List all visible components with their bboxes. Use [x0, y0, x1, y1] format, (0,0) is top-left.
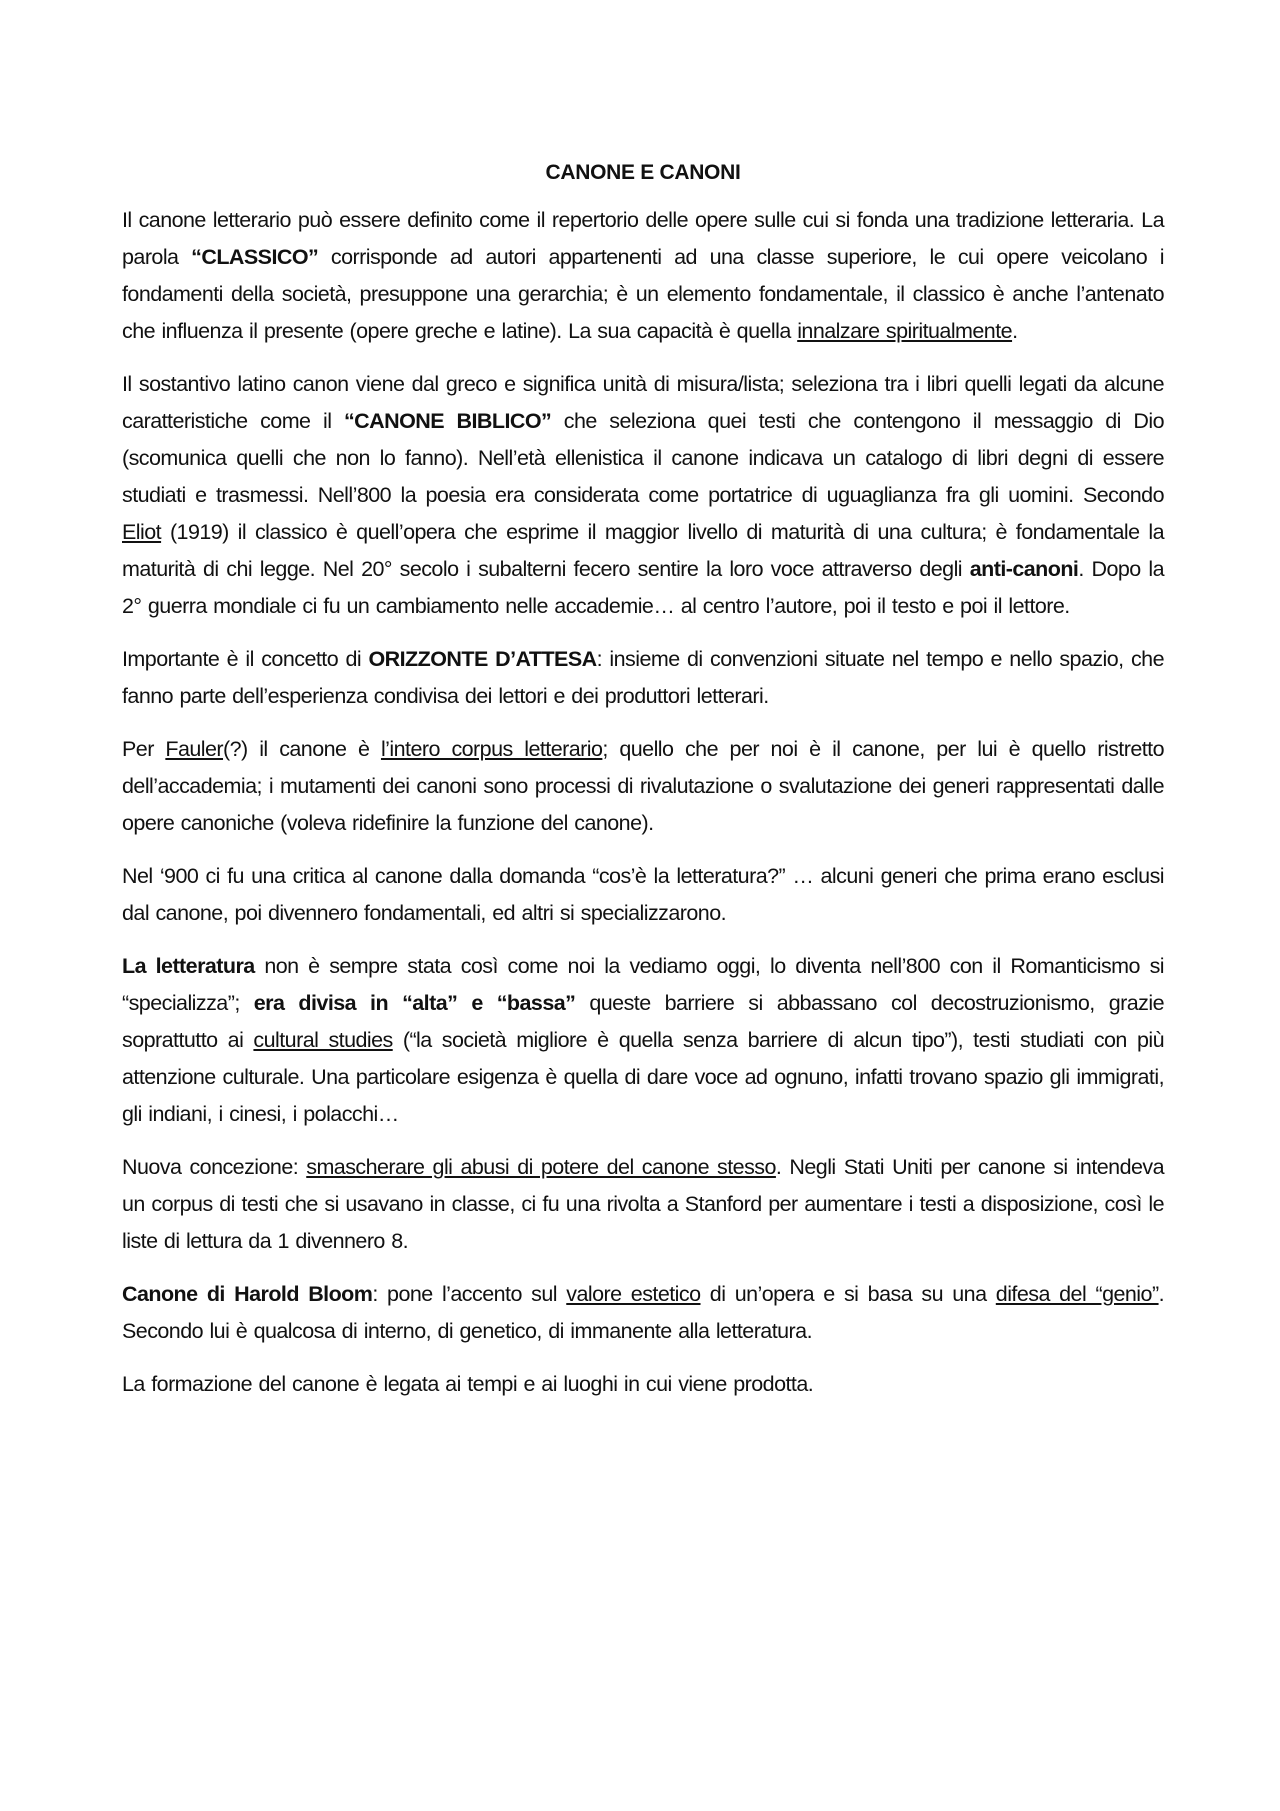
paragraph: [122, 366, 1164, 625]
text-run: corrisponde ad autori appartenenti ad una classe superiore, le cui opere veicolano i fondamenti della società, presuppone una gerarchia; è un elemento fondamentale, il classico è anche l’antenato che influenza il presente (opere greche e latine). La sua capacità è quella: [122, 245, 1165, 343]
paragraph: [122, 948, 1164, 1133]
bold-text: La letteratura: [122, 954, 255, 978]
underlined-text: Eliot: [122, 520, 162, 544]
text-run: Nuova concezione:: [122, 1155, 307, 1179]
paragraph: [122, 641, 1164, 715]
bold-text: “CLASSICO”: [191, 245, 319, 269]
text-run: di un’opera e si basa su una: [700, 1282, 996, 1306]
underlined-text: l’intero corpus letterario: [380, 737, 603, 761]
text-run: : insieme di convenzioni situate nel tempo e nello spazio, che fanno parte dell’esperienza condivisa dei lettori e dei produttori letterari.: [122, 647, 1164, 708]
text-run: (1919) il classico è quell’opera che esprime il maggior livello di maturità di una cultura; è fondamentale la maturità di chi legge. Nel 20° secolo i subalterni fecero sentire la loro voce attraverso degli: [122, 520, 1164, 581]
document-page: [122, 158, 1164, 1419]
paragraph: [122, 858, 1164, 932]
bold-text: “CANONE BIBLICO”: [343, 409, 552, 433]
paragraph: [122, 1276, 1164, 1350]
text-run: Importante è il concetto di: [122, 647, 369, 671]
text-run: Nel ‘900 ci fu una critica al canone dalla domanda “cos’è la letteratura?” … alcuni generi che prima erano esclusi dal canone, poi divennero fondamentali, ed altri si specializzarono.: [122, 864, 1164, 925]
text-run: . Secondo lui è qualcosa di interno, di genetico, di immanente alla letteratura.: [122, 1282, 1164, 1343]
paragraph: [122, 1366, 1164, 1403]
text-run: Per: [122, 737, 166, 761]
paragraph: [122, 202, 1164, 350]
underlined-text: valore estetico: [566, 1282, 701, 1306]
text-run: ; quello che per noi è il canone, per lui è quello ristretto dell’accademia; i mutamenti dei canoni sono processi di rivalutazione o svalutazione dei generi rappresentati dalle opere canoniche (voleva ridefinire la funzione del canone).: [122, 737, 1164, 835]
text-run: (“la società migliore è quella senza barriere di alcun tipo”), testi studiati con più attenzione culturale. Una particolare esigenza è quella di dare voce ad ognuno, infatti trovano spazio gli immigrati, gli indiani, i cinesi, i polacchi…: [122, 1028, 1164, 1126]
bold-text: Canone di Harold Bloom: [122, 1282, 373, 1306]
text-run: Il canone letterario può essere definito come il repertorio delle opere sulle cui si fonda una tradizione letteraria. La parola: [122, 208, 1164, 269]
underlined-text: Fauler: [165, 737, 224, 761]
text-run: Il sostantivo latino canon viene dal greco e significa unità di misura/lista; seleziona tra i libri quelli legati da alcune caratteristiche come il: [122, 372, 1164, 433]
text-run: . Dopo la 2° guerra mondiale ci fu un cambiamento nelle accademie… al centro l’autore, poi il testo e poi il lettore.: [122, 557, 1164, 618]
underlined-text: difesa del “genio”: [995, 1282, 1159, 1306]
underlined-text: smascherare gli abusi di potere del canone stesso: [306, 1155, 776, 1179]
bold-text: anti-canoni: [969, 557, 1079, 581]
bold-text: ORIZZONTE D’ATTESA: [368, 647, 597, 671]
text-run: queste barriere si abbassano col decostruzionismo, grazie soprattutto ai: [122, 991, 1164, 1052]
document-title: CANONE E CANONI: [545, 161, 741, 184]
paragraph: [122, 1149, 1164, 1260]
underlined-text: cultural studies: [253, 1028, 393, 1052]
text-run: . Negli Stati Uniti per canone si intendeva un corpus di testi che si usavano in classe, ci fu una rivolta a Stanford per aumentare i testi a disposizione, così le liste di lettura da 1 divennero 8.: [122, 1155, 1164, 1253]
text-run: che seleziona quei testi che contengono il messaggio di Dio (scomunica quelli che non lo fanno). Nell’età ellenistica il canone indicava un catalogo di libri degni di essere studiati e trasmessi. Nell’800 la poesia era considerata come portatrice di uguaglianza fra gli uomini. Secondo: [122, 409, 1164, 507]
text-run: non è sempre stata così come noi la vediamo oggi, lo diventa nell’800 con il Romanticismo si “specializza”;: [122, 954, 1164, 1015]
text-run: .: [1012, 319, 1018, 343]
text-run: (?) il canone è: [223, 737, 381, 761]
text-run: : pone l’accento sul: [372, 1282, 567, 1306]
text-run: La formazione del canone è legata ai tempi e ai luoghi in cui viene prodotta.: [122, 1372, 814, 1396]
bold-text: era divisa in “alta” e “bassa”: [253, 991, 576, 1015]
underlined-text: innalzare spiritualmente: [797, 319, 1013, 343]
document-body: [122, 202, 1164, 1403]
paragraph: [122, 731, 1164, 842]
